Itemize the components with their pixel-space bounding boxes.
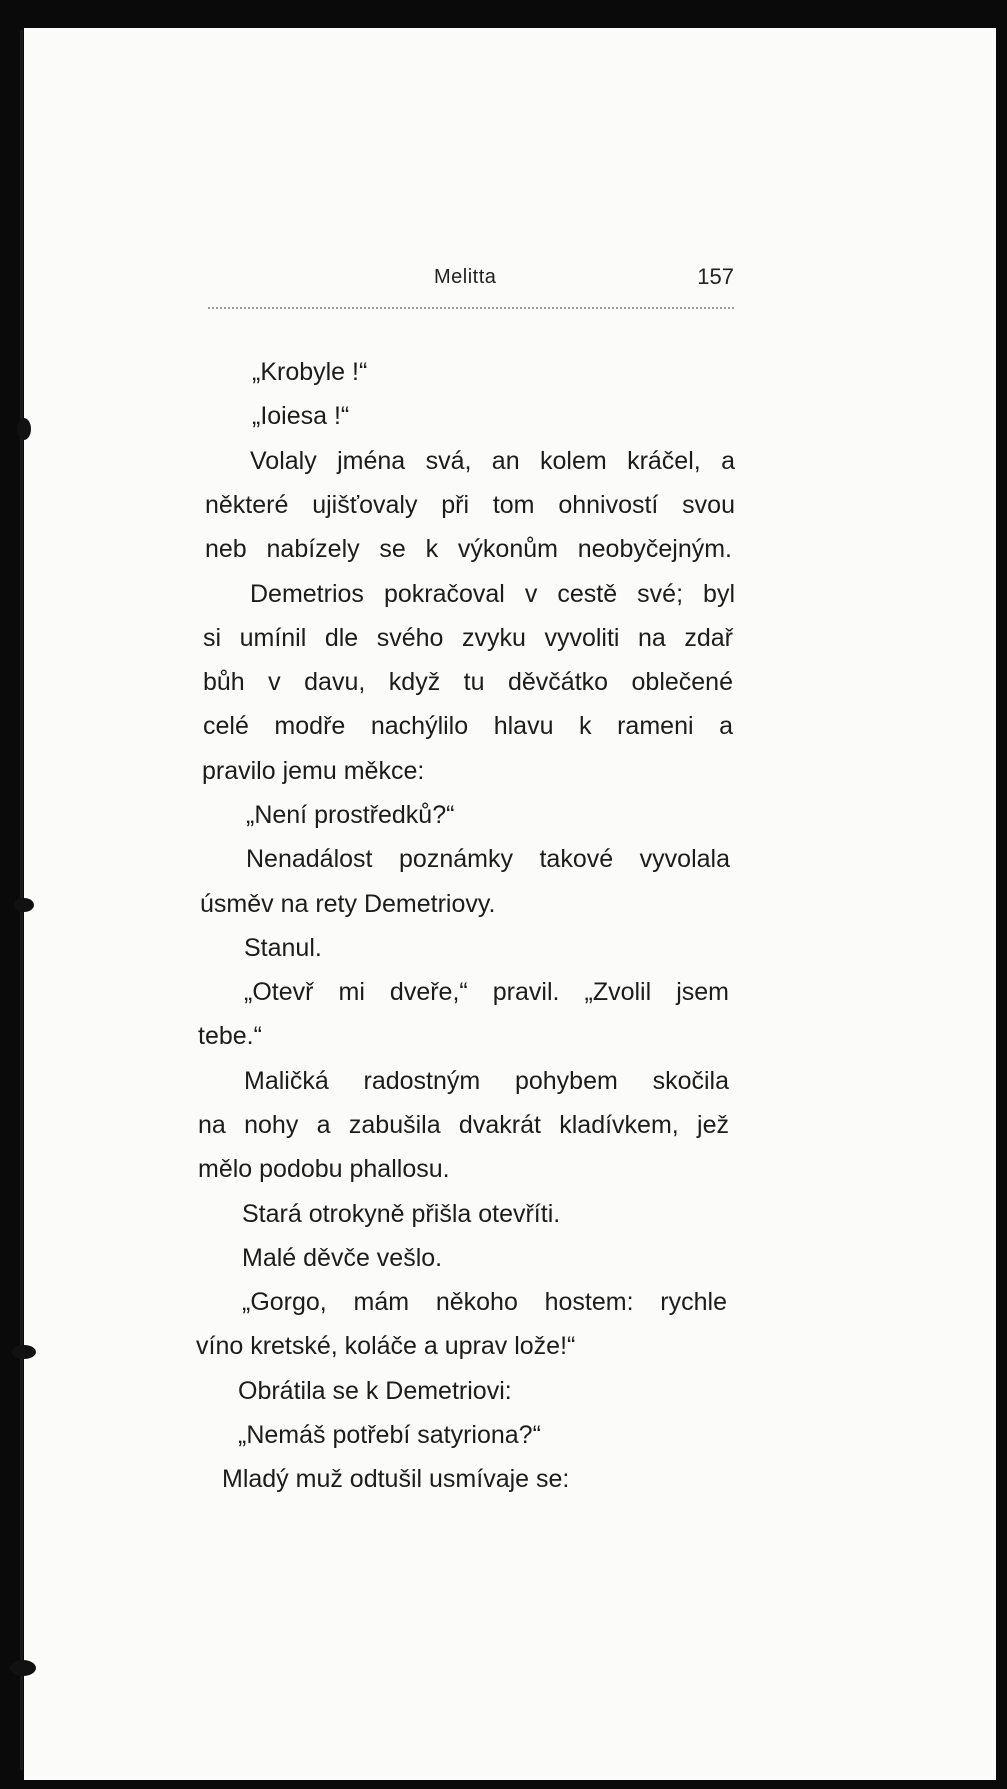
text-line: na nohy a zabušila dvakrát kladívkem, jež bbox=[198, 1111, 729, 1139]
text-line: Stanul. bbox=[244, 934, 322, 962]
text-line: úsměv na rety Demetriovy. bbox=[200, 890, 496, 918]
text-line: „Otevř mi dveře,“ pravil. „Zvolil jsem bbox=[244, 978, 729, 1006]
text-line: Stará otrokyně přišla otevříti. bbox=[242, 1200, 561, 1228]
binding-mark bbox=[14, 898, 34, 912]
running-title: Melitta bbox=[434, 266, 497, 288]
text-line: Obrátila se k Demetriovi: bbox=[238, 1377, 512, 1405]
header-rule bbox=[208, 307, 734, 309]
text-line: „Nemáš potřebí satyriona?“ bbox=[238, 1421, 541, 1449]
text-line: Demetrios pokračoval v cestě své; byl bbox=[250, 580, 735, 608]
text-line: „Není prostředků?“ bbox=[246, 801, 455, 829]
page-number: 157 bbox=[697, 264, 734, 289]
text-line: Mladý muž odtušil usmívaje se: bbox=[222, 1465, 570, 1493]
page-header bbox=[204, 262, 734, 292]
binding-mark bbox=[10, 1660, 36, 1676]
text-line: víno kretské, koláče a uprav lože!“ bbox=[196, 1332, 576, 1360]
binding-mark bbox=[12, 1345, 36, 1359]
text-line: Volaly jména svá, an kolem kráčel, a bbox=[250, 447, 735, 475]
text-line: Nenadálost poznámky takové vyvolala bbox=[246, 845, 730, 873]
text-line: pravilo jemu měkce: bbox=[202, 757, 425, 785]
text-line: mělo podobu phallosu. bbox=[198, 1155, 450, 1183]
text-line: celé modře nachýlilo hlavu k rameni a bbox=[203, 712, 733, 740]
text-line: „Gorgo, mám někoho hostem: rychle bbox=[242, 1288, 727, 1316]
text-line: některé ujišťovaly při tom ohnivostí svou bbox=[205, 491, 735, 519]
text-line: „Krobyle !“ bbox=[252, 358, 368, 386]
binding-mark bbox=[17, 418, 31, 440]
text-line: Maličká radostným pohybem skočila bbox=[244, 1067, 729, 1095]
text-line: „Ioiesa !“ bbox=[252, 402, 350, 430]
text-line: tebe.“ bbox=[198, 1022, 262, 1050]
text-line: bůh v davu, když tu děvčátko oblečené bbox=[203, 668, 733, 696]
text-line: neb nabízely se k výkonům neobyčejným. bbox=[205, 535, 732, 563]
text-line: si umínil dle svého zvyku vyvoliti na zdař bbox=[203, 624, 733, 652]
text-line: Malé děvče vešlo. bbox=[242, 1244, 443, 1272]
